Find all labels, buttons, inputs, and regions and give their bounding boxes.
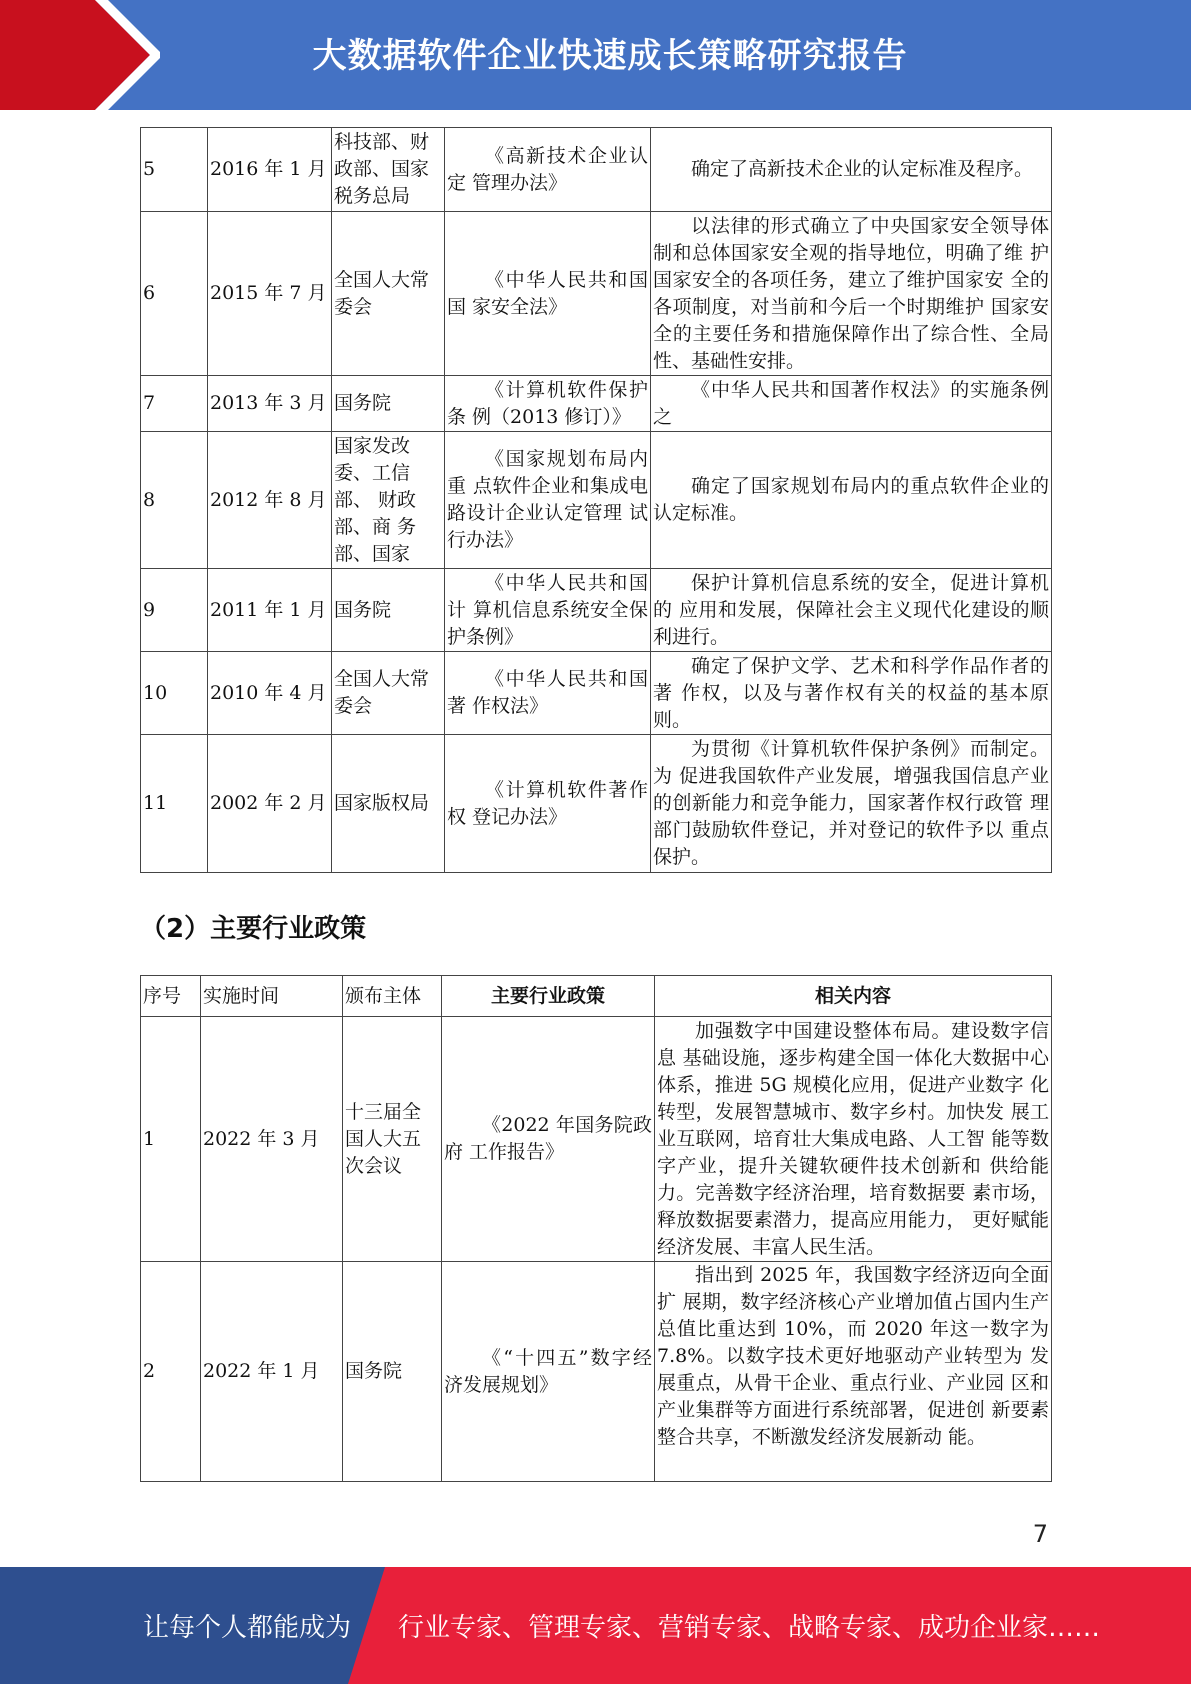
issuer-text: 科技部、财政部、国家税务总局 [334,130,430,207]
row-policy: 《国家规划布局内重 点软件企业和集成电 路设计企业认定管理 试行办法》 [445,432,651,569]
footer-slogan-left: 让每个人都能成为 [143,1613,352,1643]
table-row [141,652,1052,735]
row-policy: 《计算机软件著作权 登记办法》 [445,735,651,873]
header-arrow-decoration [0,0,160,110]
table-row [141,212,1052,376]
row-content: 指出到 2025 年，我国数字经济迈向全面扩 展期，数字经济核心产业增加值占国内生产 总值比重达到 10%，而 2020 年这一数字为 7.8%。以数字技术更好地驱动产业转型为 发展重点，从骨干企业、重点行业、产业园 区和产业集群等方面进行系统部署，促进创 新要素整合共享，不断激发经济发展新动 能。 [655,1262,1052,1482]
row-issuer [332,432,445,569]
table-row [141,1262,1052,1482]
row-issuer: 国务院 [343,1262,442,1482]
row-content: 保护计算机信息系统的安全，促进计算机的 应用和发展，保障社会主义现代化建设的顺 利进行。 [651,569,1052,652]
row-index: 11 [141,735,208,873]
row-issuer: 全国人大常委会 [332,212,445,376]
table-row [141,432,1052,569]
report-title: 大数据软件企业快速成长策略研究报告 [312,36,908,76]
row-content: 确定了保护文学、艺术和科学作品作者的著 作权，以及与著作权有关的权益的基本原则。 [651,652,1052,735]
row-index: 6 [141,212,208,376]
row-policy: 《中华人民共和国计 算机信息系统安全保 护条例》 [445,569,651,652]
row-issuer: 国家版权局 [332,735,445,873]
row-date: 2013 年 3 月 [208,376,332,432]
row-date: 2010 年 4 月 [208,652,332,735]
row-index: 1 [141,1017,201,1262]
row-date: 2016 年 1 月 [208,128,332,212]
row-content: 确定了国家规划布局内的重点软件企业的 认定标准。 [651,432,1052,569]
row-issuer: 国务院 [332,569,445,652]
row-date: 2022 年 1 月 [201,1262,343,1482]
table-row [141,128,1052,212]
row-content [651,376,1052,432]
row-content: 以法律的形式确立了中央国家安全领导体 制和总体国家安全观的指导地位，明确了维 护国家安全的各项任务，建立了维护国家安 全的各项制度，对当前和今后一个时期维护 国家安全的主要任务和措施保障作出了综合性、全局性、基础性安排。 [651,212,1052,376]
row-content: 加强数字中国建设整体布局。建设数字信息 基础设施，逐步构建全国一体化大数据中心 体系，推进 5G 规模化应用，促进产业数字 化转型，发展智慧城市、数字乡村。加快发 展工业互联网，培育壮大集成电路、人工智 能等数字产业，提升关键软硬件技术创新和 供给能力。完善数字经济治理，培育数据要 素市场，释放数据要素潜力，提高应用能力， 更好赋能经济发展、丰富人民生活。 [655,1017,1052,1262]
row-content: 确定了高新技术企业的认定标准及程序。 [651,128,1052,212]
row-date: 2022 年 3 月 [201,1017,343,1262]
table-row [141,569,1052,652]
page-number: 7 [1032,1520,1048,1548]
row-issuer: 国务院 [332,376,445,432]
page-footer [0,1567,1191,1684]
row-index: 7 [141,376,208,432]
row-issuer [332,128,445,212]
row-policy: 《“十四五”数字经 济发展规划》 [442,1262,655,1482]
section-heading: （2）主要行业政策 [140,914,367,944]
row-content: 为贯彻《计算机软件保护条例》而制定。为 促进我国软件产业发展，增强我国信息产业 的创新能力和竞争能力，国家著作权行政管 理部门鼓励软件登记，并对登记的软件予以 重点保护。 [651,735,1052,873]
issuer-text: 国家发改委、工信部、 财政部、商 务部、国家 [334,434,417,565]
row-issuer: 十三届全国人大五次会议 [343,1017,442,1262]
row-index: 10 [141,652,208,735]
row-policy: 《计算机软件保护条 例（2013 修订）》 [445,376,651,432]
row-index: 9 [141,569,208,652]
row-index: 8 [141,432,208,569]
header-index: 序号 [141,976,201,1017]
header-date: 实施时间 [201,976,343,1017]
industry-policy-table [140,975,1052,1482]
policy-table-continued [140,127,1052,873]
table-row [141,376,1052,432]
header-policy: 主要行业政策 [442,976,655,1017]
row-index: 2 [141,1262,201,1482]
header-content: 相关内容 [655,976,1052,1017]
row-policy: 《2022 年国务院政府 工作报告》 [442,1017,655,1262]
row-date: 2011 年 1 月 [208,569,332,652]
row-date: 2015 年 7 月 [208,212,332,376]
header-issuer: 颁布主体 [343,976,442,1017]
row-policy: 《中华人民共和国著 作权法》 [445,652,651,735]
row-policy: 《高新技术企业认定 管理办法》 [445,128,651,212]
row-policy: 《中华人民共和国国 家安全法》 [445,212,651,376]
table-header-row [141,976,1052,1017]
footer-slogan-right: 行业专家、管理专家、营销专家、战略专家、成功企业家…… [398,1613,1101,1643]
content-text: 《中华人民共和国著作权法》的实施条例之 [653,378,1049,428]
row-date: 2002 年 2 月 [208,735,332,873]
row-date: 2012 年 8 月 [208,432,332,569]
table-row [141,1017,1052,1262]
row-index: 5 [141,128,208,212]
table-row [141,735,1052,873]
page-header [0,0,1191,110]
row-issuer: 全国人大常委会 [332,652,445,735]
